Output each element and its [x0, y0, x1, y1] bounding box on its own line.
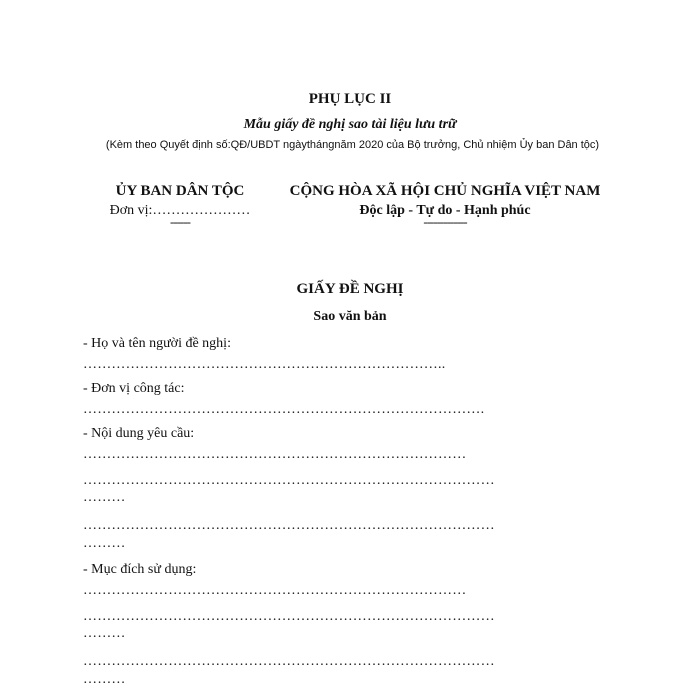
fill-line: ………………………………………………………………….. [83, 357, 446, 372]
field-label-workplace: - Đơn vị công tác: [83, 381, 185, 396]
field-label-requester: - Họ và tên người đề nghị: [83, 336, 231, 351]
decision-note-b: QĐ/UBDT ngày [230, 139, 307, 151]
fill-line: ……… [83, 626, 126, 641]
fill-line: …………………………………………………………………………… [83, 609, 495, 624]
fill-line: …………………………………………………………………………. [83, 402, 485, 417]
fill-line: ……………………………………………………………………… [83, 583, 467, 598]
appendix-title: PHỤ LỤC II [308, 91, 392, 107]
fill-line: ……… [83, 672, 126, 687]
national-title: CỘNG HÒA XÃ HỘI CHỦ NGHĨA VIỆT NAM [289, 183, 601, 199]
right-divider: ------------- [423, 214, 467, 229]
unit-line: Đơn vị:………………… [109, 203, 251, 218]
decision-note-d: năm 2020 của Bộ trưởng, Chủ nhiệm Ủy ban Dân tộc) [334, 139, 600, 151]
organization-name: ỦY BAN DÂN TỘC [115, 183, 245, 199]
form-subtitle: Sao văn bản [313, 309, 387, 324]
fill-line: ……… [83, 536, 126, 551]
decision-note-a: (Kèm theo Quyết định số: [105, 139, 231, 151]
fill-line: ……… [83, 490, 126, 505]
fill-line: ……………………………………………………………………… [83, 447, 467, 462]
field-label-purpose: - Mục đích sử dụng: [83, 562, 197, 577]
appendix-subtitle: Mẫu giấy đề nghị sao tài liệu lưu trữ [243, 117, 457, 132]
national-motto: Độc lập - Tự do - Hạnh phúc [359, 203, 531, 218]
decision-note [85, 137, 620, 153]
field-label-content: - Nội dung yêu cầu: [83, 426, 195, 441]
left-divider: ------ [170, 214, 190, 229]
fill-line: …………………………………………………………………………… [83, 518, 495, 533]
form-title: GIẤY ĐỀ NGHỊ [296, 281, 404, 297]
decision-note-c: tháng [306, 139, 335, 151]
fill-line: …………………………………………………………………………… [83, 654, 495, 669]
fill-line: …………………………………………………………………………… [83, 473, 495, 488]
